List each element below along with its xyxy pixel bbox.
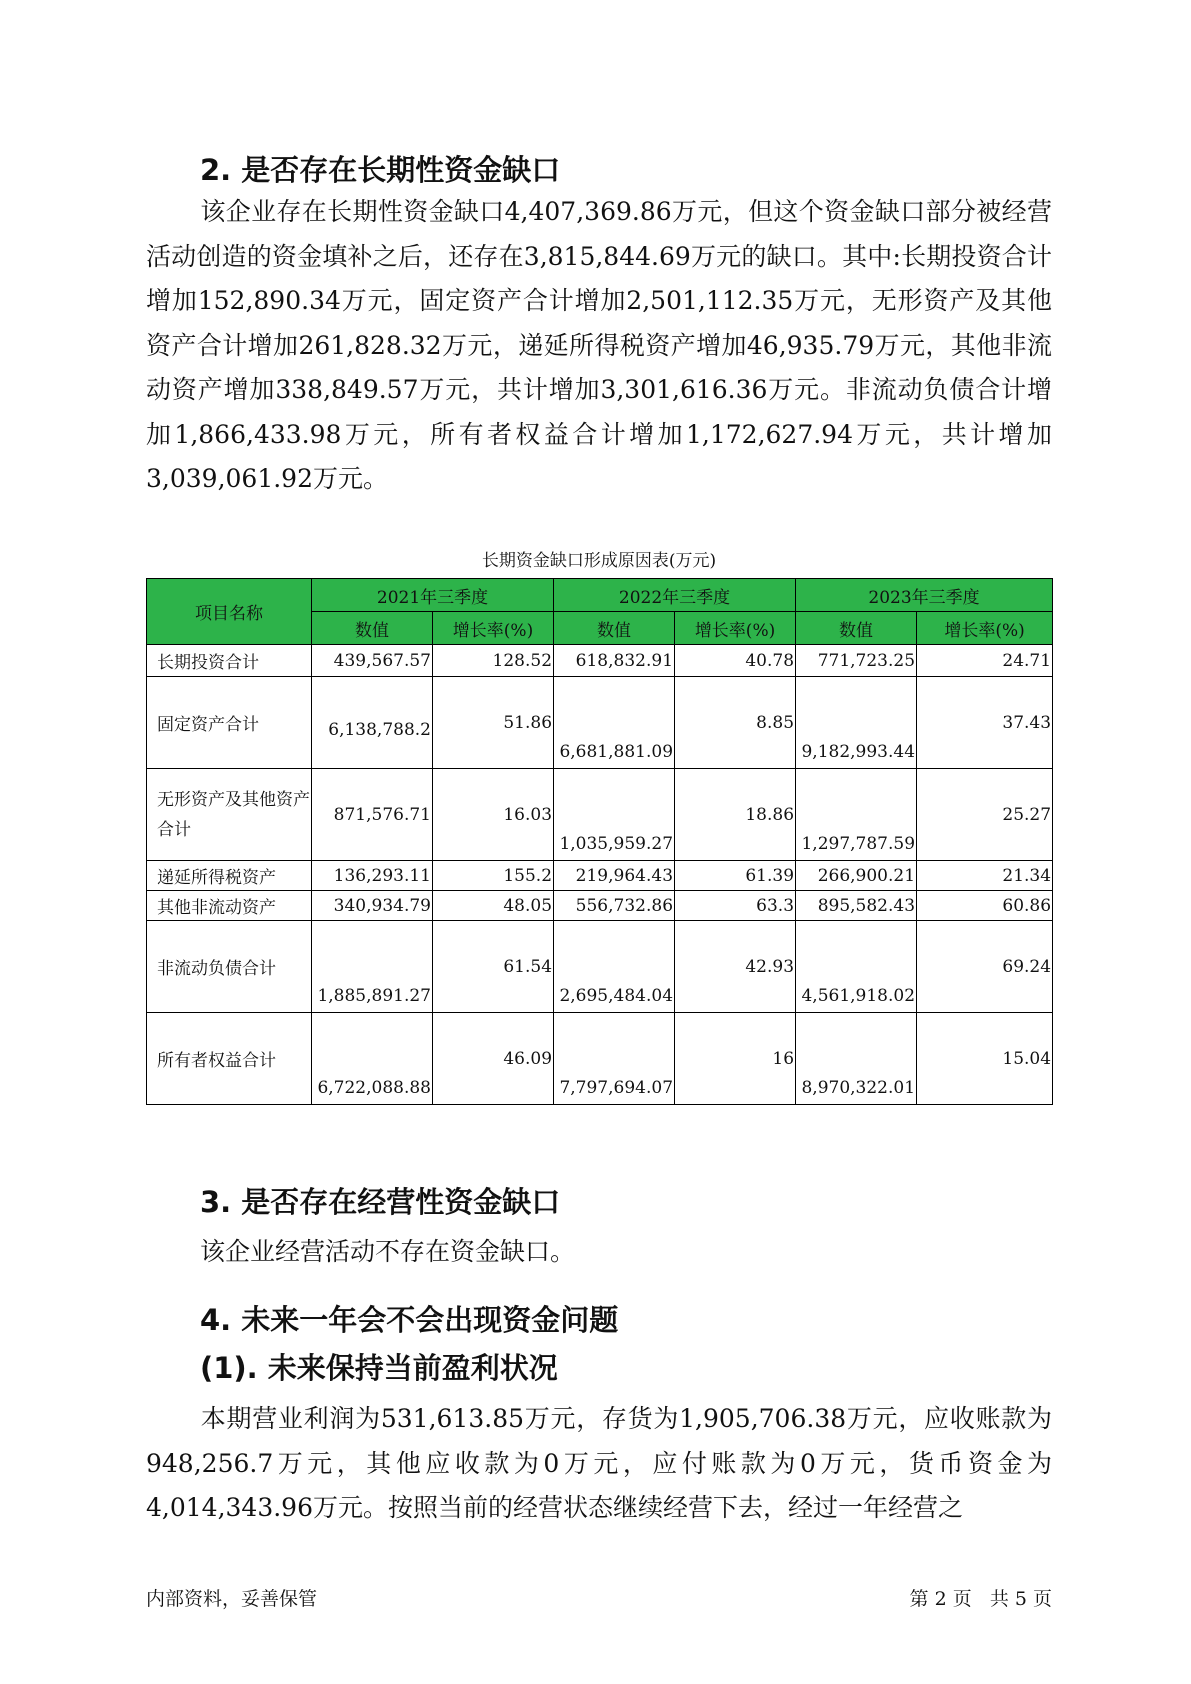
table-row [147,921,1053,1013]
cell-rate-2023: 24.71 [917,645,1053,677]
section-2-text: 该企业存在长期性资金缺口4,407,369.86万元，但这个资金缺口部分被经营活动创造的资金填补之后，还存在3,815,844.69万元的缺口。其中:长期投资合计增加152,890.34万元，固定资产合计增加2,501,112.35万元，无形资产及其他资产合计增加261,828.32万元，递延所得税资产增加46,935.79万元，其他非流动资产增加338,849.57万元，共计增加3,301,616.36万元。非流动负债合计增加1,866,433.98万元，所有者权益合计增加1,172,627.94万元，共计增加3,039,061.92万元。 [146,197,1052,493]
cell-rate-2022: 40.78 [675,645,796,677]
header-year-2023: 2023年三季度 [796,579,1053,612]
table-row [147,861,1053,891]
footer-left: 内部资料，妥善保管 [146,1588,318,1610]
cell-value-2022: 618,832.91 [554,645,675,677]
cell-value-2023: 895,582.43 [796,891,917,921]
cell-rate-2021: 48.05 [433,891,554,921]
cell-rate-2022: 63.3 [675,891,796,921]
row-name: 其他非流动资产 [147,891,312,921]
cell-rate-2022: 16 [675,1013,796,1105]
table-row [147,769,1053,861]
header-rate: 增长率(%) [917,612,1053,645]
cell-value-2021: 6,138,788.2 [312,677,433,769]
header-rate: 增长率(%) [433,612,554,645]
header-value: 数值 [554,612,675,645]
cell-value-2023: 8,970,322.01 [796,1013,917,1105]
row-name: 非流动负债合计 [147,921,312,1013]
cell-rate-2022: 42.93 [675,921,796,1013]
cell-rate-2021: 155.2 [433,861,554,891]
cell-value-2021: 340,934.79 [312,891,433,921]
cell-value-2021: 6,722,088.88 [312,1013,433,1105]
cell-value-2022: 219,964.43 [554,861,675,891]
section-4-paragraph [146,1397,1052,1531]
header-value: 数值 [312,612,433,645]
cell-value-2023: 771,723.25 [796,645,917,677]
cell-value-2021: 439,567.57 [312,645,433,677]
section-3-paragraph [146,1230,1052,1275]
header-year-2022: 2022年三季度 [554,579,796,612]
cell-rate-2021: 16.03 [433,769,554,861]
section-2-heading: 2. 是否存在长期性资金缺口 [200,153,561,187]
cell-rate-2022: 8.85 [675,677,796,769]
footer-page-number: 第 2 页 共 5 页 [909,1588,1052,1610]
cell-value-2023: 9,182,993.44 [796,677,917,769]
section-4-text: 本期营业利润为531,613.85万元，存货为1,905,706.38万元，应收账款为948,256.7万元，其他应收款为0万元，应付账款为0万元，货币资金为4,014,343.96万元。按照当前的经营状态继续经营下去，经过一年经营之 [146,1404,1052,1522]
cell-value-2023: 266,900.21 [796,861,917,891]
header-year-2021: 2021年三季度 [312,579,554,612]
row-name: 长期投资合计 [147,645,312,677]
cell-value-2022: 7,797,694.07 [554,1013,675,1105]
section-3-text: 该企业经营活动不存在资金缺口。 [200,1237,576,1266]
cell-value-2022: 2,695,484.04 [554,921,675,1013]
cell-rate-2023: 21.34 [917,861,1053,891]
cell-value-2021: 871,576.71 [312,769,433,861]
table-row [147,645,1053,677]
section-3-heading: 3. 是否存在经营性资金缺口 [200,1185,561,1219]
cell-rate-2022: 18.86 [675,769,796,861]
cell-rate-2021: 51.86 [433,677,554,769]
header-item-name: 项目名称 [147,579,312,645]
row-name: 无形资产及其他资产合计 [147,769,312,861]
table-row [147,1013,1053,1105]
row-name: 递延所得税资产 [147,861,312,891]
cell-rate-2021: 61.54 [433,921,554,1013]
cell-rate-2022: 61.39 [675,861,796,891]
row-name: 所有者权益合计 [147,1013,312,1105]
cell-value-2022: 556,732.86 [554,891,675,921]
cell-value-2021: 1,885,891.27 [312,921,433,1013]
cell-rate-2023: 25.27 [917,769,1053,861]
section-2-paragraph [146,190,1052,502]
header-value: 数值 [796,612,917,645]
cell-value-2021: 136,293.11 [312,861,433,891]
section-4-heading: 4. 未来一年会不会出现资金问题 [200,1303,619,1337]
cell-value-2022: 6,681,881.09 [554,677,675,769]
header-rate: 增长率(%) [675,612,796,645]
cell-rate-2023: 60.86 [917,891,1053,921]
row-name: 固定资产合计 [147,677,312,769]
cell-rate-2021: 128.52 [433,645,554,677]
table-row [147,891,1053,921]
cell-rate-2023: 15.04 [917,1013,1053,1105]
table-row [147,677,1053,769]
cell-rate-2021: 46.09 [433,1013,554,1105]
section-4-subheading: (1). 未来保持当前盈利状况 [200,1351,558,1385]
long-term-gap-table [146,578,1053,1105]
cell-rate-2023: 37.43 [917,677,1053,769]
cell-value-2023: 1,297,787.59 [796,769,917,861]
cell-value-2023: 4,561,918.02 [796,921,917,1013]
table-caption: 长期资金缺口形成原因表(万元) [481,551,717,571]
cell-value-2022: 1,035,959.27 [554,769,675,861]
cell-rate-2023: 69.24 [917,921,1053,1013]
